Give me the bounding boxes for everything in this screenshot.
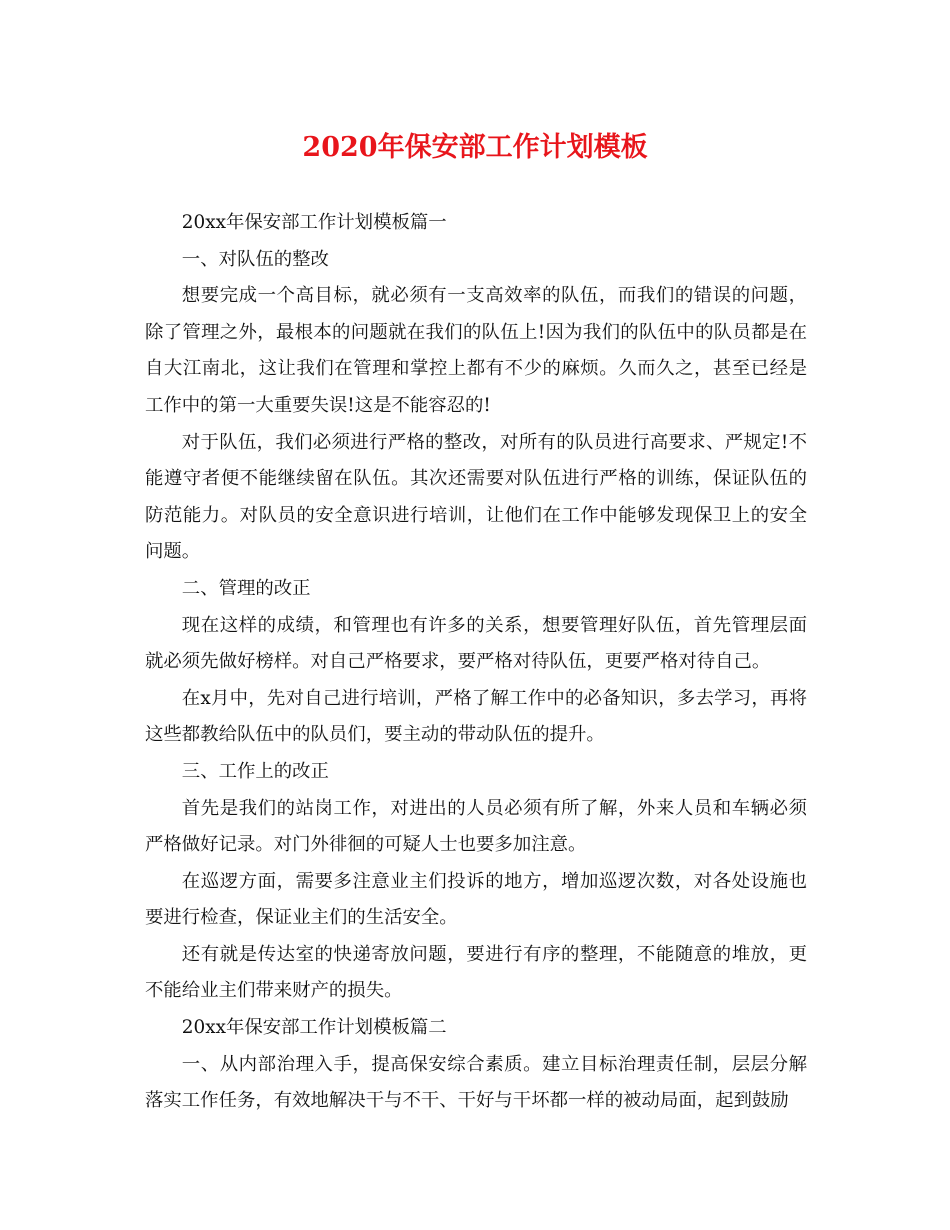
body-paragraph: 还有就是传达室的快递寄放问题，要进行有序的整理，不能随意的堆放，更不能给业主们带来财产的损失。 xyxy=(145,943,807,1002)
subsection-heading: 三、工作上的改正 xyxy=(181,760,329,782)
subsection-heading: 一、对队伍的整改 xyxy=(181,248,329,270)
body-paragraph: 现在这样的成绩，和管理也有许多的关系，想要管理好队伍，首先管理层面就必须先做好榜样。对自己严格要求，要严格对待队伍，更要严格对待自己。 xyxy=(145,614,807,673)
body-paragraph: 一、从内部治理入手，提高保安综合素质。建立目标治理责任制，层层分解落实工作任务，有效地解决干与不干、干好与干坏都一样的被动局面，起到鼓励 xyxy=(145,1053,807,1112)
document-body xyxy=(145,205,807,1120)
body-paragraph: 首先是我们的站岗工作，对进出的人员必须有所了解，外来人员和车辆必须严格做好记录。对门外徘徊的可疑人士也要多加注意。 xyxy=(145,797,807,856)
body-paragraph: 想要完成一个高目标，就必须有一支高效率的队伍，而我们的错误的问题，除了管理之外，最根本的问题就在我们的队伍上!因为我们的队伍中的队员都是在自大江南北，这让我们在管理和掌控上都有不少的麻烦。久而久之，甚至已经是工作中的第一大重要失误!这是不能容忍的! xyxy=(145,285,807,416)
section-heading: 20xx年保安部工作计划模板篇一 xyxy=(181,212,447,233)
body-paragraph: 对于队伍，我们必须进行严格的整改，对所有的队员进行高要求、严规定!不能遵守者便不能继续留在队伍。其次还需要对队伍进行严格的训练，保证队伍的防范能力。对队员的安全意识进行培训，让他们在工作中能够发现保卫上的安全问题。 xyxy=(145,431,807,563)
body-paragraph: 在x月中，先对自己进行培训，严格了解工作中的必备知识，多去学习，再将这些都教给队伍中的队员们，要主动的带动队伍的提升。 xyxy=(145,687,807,746)
subsection-heading: 二、管理的改正 xyxy=(181,577,311,599)
body-paragraph: 在巡逻方面，需要多注意业主们投诉的地方，增加巡逻次数，对各处设施也要进行检查，保证业主们的生活安全。 xyxy=(145,870,807,929)
section-heading: 20xx年保安部工作计划模板篇二 xyxy=(181,1017,447,1039)
document-title: 2020年保安部工作计划模板 xyxy=(302,132,648,163)
